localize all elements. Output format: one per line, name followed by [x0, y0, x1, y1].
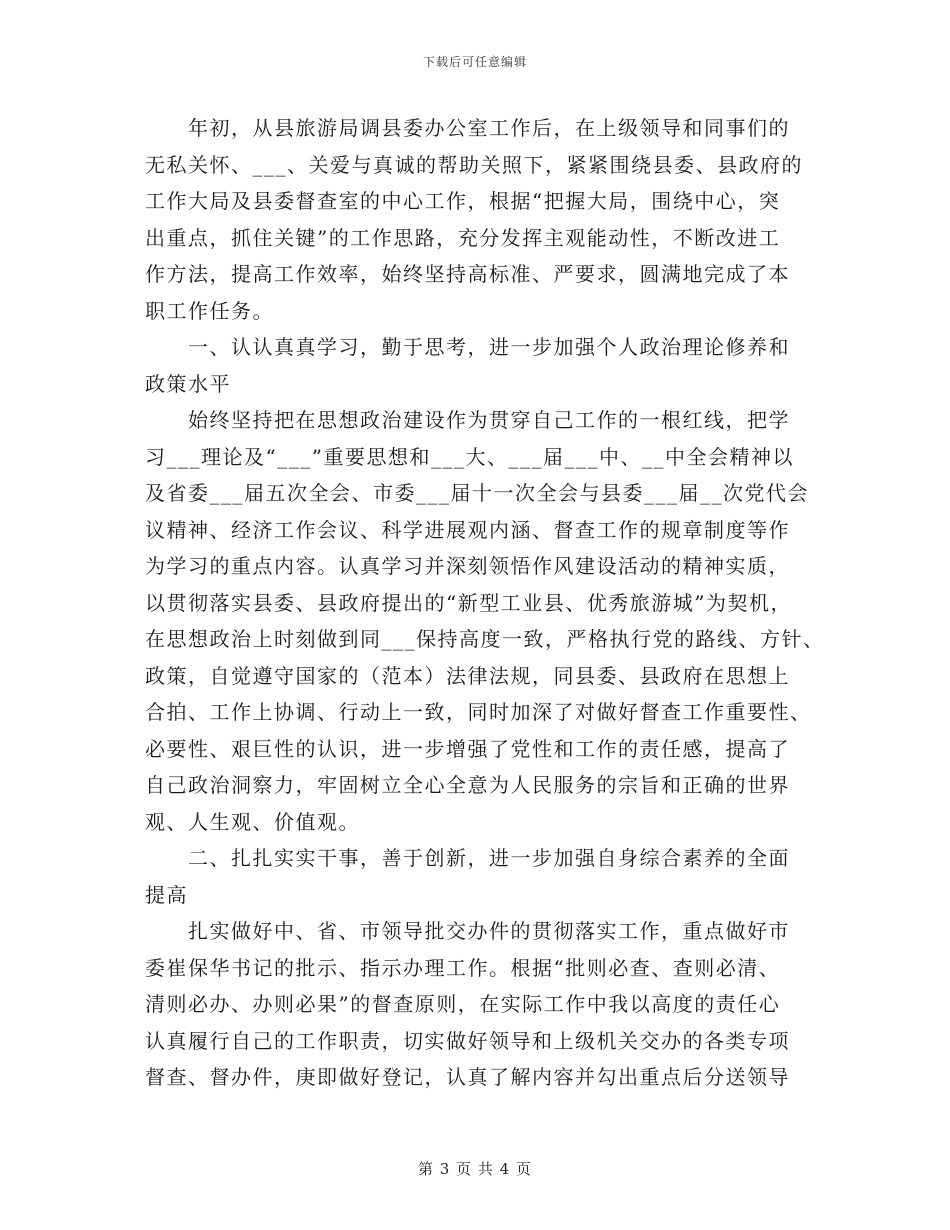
- text-line: 年初，从县旅游局调县委办公室工作后，在上级领导和同事们的: [188, 116, 790, 140]
- text-line: 为学习的重点内容。认真学习并深刻领悟作风建设活动的精神实质，: [145, 554, 790, 578]
- text-line: 议精神、经济工作会议、科学进展观内涵、督查工作的规章制度等作: [145, 517, 790, 542]
- text-line: 作方法，提高工作效率，始终坚持高标准、严要求，圆满地完成了本: [145, 262, 790, 286]
- text-line: 出重点，抓住关键”的工作思路，充分发挥主观能动性，不断改进工: [145, 225, 781, 250]
- text-line: 无私关怀、___、关爱与真诚的帮助关照下，紧紧围绕县委、县政府的: [145, 152, 803, 177]
- text-line: 清则必办、办则必果”的督查原则，在实际工作中我以高度的责任心: [145, 992, 781, 1016]
- text-line: 政策，自觉遵守国家的（范本）法律法规，同县委、县政府在思想上: [145, 663, 790, 688]
- text-line: 以贯彻落实县委、县政府提出的“新型工业县、优秀旅游城”为契机，: [145, 590, 792, 615]
- text-line: 观、人生观、价值观。: [145, 809, 360, 834]
- page-header: 下载后可任意编辑: [422, 55, 527, 69]
- text-line: 督查、督办件，庚即做好登记，认真了解内容并勾出重点后分送领导: [145, 1065, 790, 1089]
- text-line: 始终坚持把在思想政治建设作为贯穿自己工作的一根红线，把学: [188, 408, 790, 432]
- text-line: 合拍、工作上协调、行动上一致，同时加深了对做好督查工作重要性、: [145, 700, 812, 724]
- document-body: [145, 110, 825, 1096]
- text-line: 扎实做好中、省、市领导批交办件的贯彻落实工作，重点做好市: [188, 919, 790, 943]
- text-line: 认真履行自己的工作职责，切实做好领导和上级机关交办的各类专项: [145, 1028, 790, 1053]
- text-line: 政策水平: [145, 371, 231, 396]
- text-line: 职工作任务。: [145, 298, 274, 323]
- text-line: 二、扎扎实实干事，善于创新，进一步加强自身综合素养的全面: [188, 846, 790, 870]
- text-line: 自己政治洞察力，牢固树立全心全意为人民服务的宗旨和正确的世界: [145, 773, 790, 797]
- text-line: 委崔保华书记的批示、指示办理工作。根据“批则必查、查则必清、: [145, 955, 781, 980]
- text-line: 一、认认真真学习，勤于思考，进一步加强个人政治理论修养和: [188, 335, 790, 359]
- text-line: 必要性、艰巨性的认识，进一步增强了党性和工作的责任感，提高了: [145, 736, 790, 761]
- text-line: 提高: [145, 882, 188, 907]
- text-line: 在思想政治上时刻做到同___保持高度一致，严格执行党的路线、方针、: [145, 627, 825, 651]
- text-line: 习___理论及“___”重要思想和___大、___届___中、__中全会精神以: [145, 444, 794, 469]
- text-line: 及省委___届五次全会、市委___届十一次全会与县委___届__次党代会: [145, 481, 809, 505]
- page-footer: 第 3 页 共 4 页: [418, 1160, 532, 1178]
- text-line: 工作大局及县委督查室的中心工作，根据“把握大局，围绕中心，突: [145, 189, 781, 213]
